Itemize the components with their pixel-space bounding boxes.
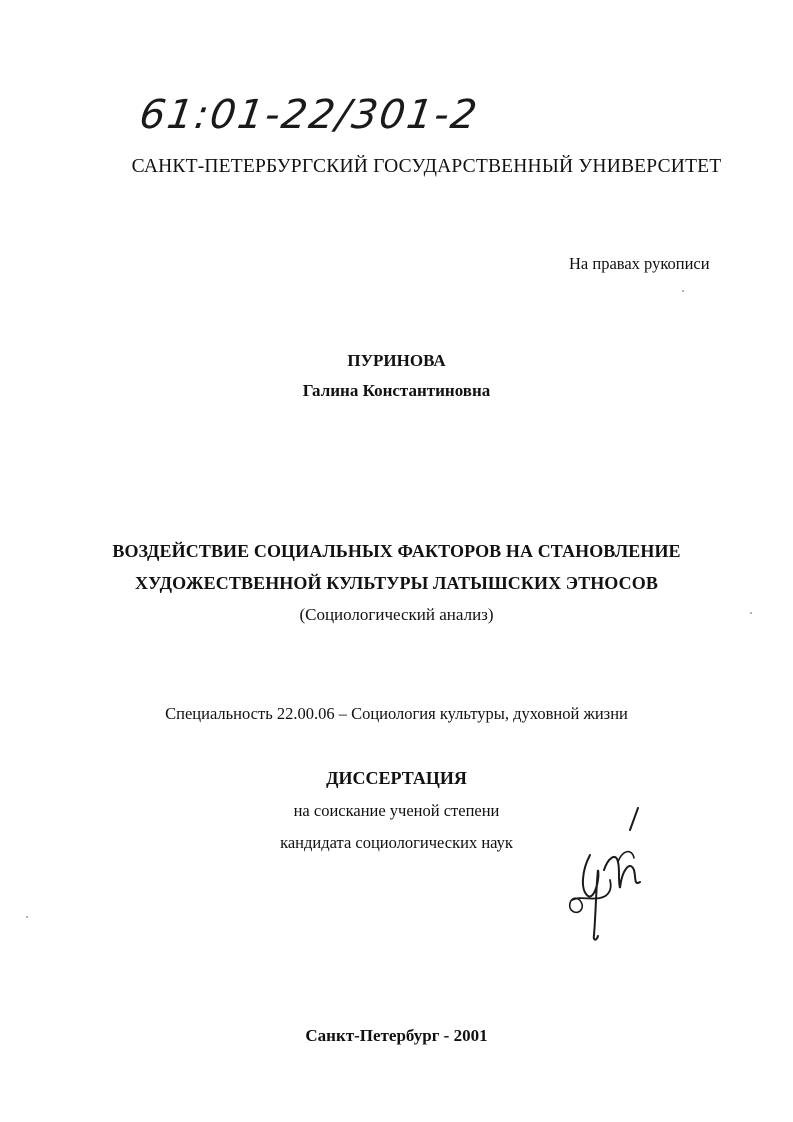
scan-speck (26, 916, 28, 918)
speciality-line: Специальность 22.00.06 – Социология культуры, духовной жизни (165, 704, 628, 723)
scan-speck (750, 612, 752, 614)
author-surname: ПУРИНОВА (347, 351, 446, 370)
university-name: САНКТ-ПЕТЕРБУРГСКИЙ ГОСУДАРСТВЕННЫЙ УНИВЕРСИТЕТ (131, 156, 722, 177)
place-and-year: Санкт-Петербург - 2001 (305, 1026, 488, 1045)
manuscript-rights-note: На правах рукописи (569, 254, 710, 273)
scan-speck (682, 290, 684, 292)
dissertation-title-line-2: ХУДОЖЕСТВЕННОЙ КУЛЬТУРЫ ЛАТЫШСКИХ ЭТНОСОВ (135, 573, 658, 593)
dissertation-subtitle: (Социологический анализ) (299, 605, 494, 624)
degree-purpose-line-2: кандидата социологических наук (280, 833, 513, 852)
archive-code-handwritten: 61:01-22/301-2 (136, 92, 482, 138)
dissertation-title-line-1: ВОЗДЕЙСТВИЕ СОЦИАЛЬНЫХ ФАКТОРОВ НА СТАНОВЛЕНИЕ (112, 541, 681, 561)
degree-purpose-line-1: на соискание ученой степени (293, 801, 500, 820)
document-type-heading: ДИССЕРТАЦИЯ (326, 768, 467, 788)
handwritten-signature (560, 800, 670, 950)
author-given-names: Галина Константиновна (302, 381, 491, 400)
